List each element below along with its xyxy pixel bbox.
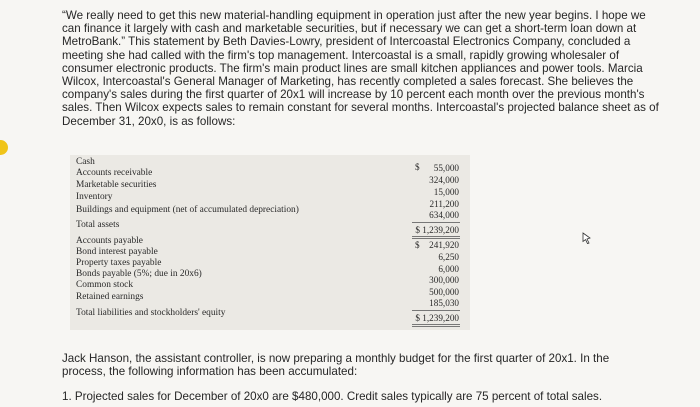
row-label: Cash: [76, 157, 95, 167]
subtotal-rule: [412, 222, 460, 223]
row-value: 55,000: [433, 163, 459, 173]
row-value: $ 1,239,200: [415, 225, 459, 235]
row-label: Bond interest payable: [76, 247, 158, 257]
second-paragraph: Jack Hanson, the assistant controller, is now preparing a monthly budget for the first quarter of 20x1. In the process, the following information has been accumulated:: [62, 352, 610, 379]
row-value: 241,920: [429, 240, 459, 250]
mouse-cursor-icon: [582, 232, 592, 244]
row-label: Accounts payable: [76, 236, 143, 246]
row-label: Buildings and equipment (net of accumulated depreciation): [76, 205, 299, 215]
row-label: Bonds payable (5%; due in 20x6): [76, 269, 202, 279]
yellow-highlight-marker: [0, 140, 8, 155]
total-double-rule: [412, 326, 460, 327]
row-value: 15,000: [433, 187, 459, 197]
list-item-1: 1. Projected sales for December of 20x0 are $480,000. Credit sales typically are 75 percent of total sales.: [62, 390, 603, 403]
row-label: Common stock: [76, 280, 134, 290]
row-value: 185,030: [429, 298, 459, 308]
row-label: Property taxes payable: [76, 258, 162, 268]
row-label: Accounts receivable: [76, 168, 153, 178]
row-label: Total assets: [76, 220, 120, 230]
row-label: Marketable securities: [76, 180, 157, 190]
row-value: $ 1,239,200: [415, 313, 459, 323]
dollar-sign: $: [415, 162, 420, 172]
row-label: Inventory: [76, 192, 113, 202]
row-value: 6,250: [438, 252, 459, 262]
total-rule: [412, 236, 460, 237]
total-rule: [412, 324, 460, 325]
row-value: 300,000: [429, 275, 459, 285]
row-label: Total liabilities and stockholders' equity: [76, 308, 226, 318]
row-label: Retained earnings: [76, 292, 144, 302]
total-double-rule: [412, 238, 460, 239]
intro-paragraph: “We really need to get this new material-handling equipment in operation just after the new year begins. I hope we can finance it largely with cash and marketable securities, but if necessary we can get a short-term loan down at MetroBank.” This statement by Beth Davies-Lowry, president of Intercoastal Electronics Company, concluded a meeting she had called with the firm's top management. Intercoastal is a small, rapidly growing wholesaler of consumer electronic products. The firm's main product lines are small kitchen appliances and power tools. Marcia Wilcox, Intercoastal's General Manager of Marketing, has recently completed a sales forecast. She believes the company's sales during the first quarter of 20x1 will increase by 10 percent each month over the previous month's sales. Then Wilcox expects sales to remain constant for several months. Intercoastal's projected balance sheet as of December 31, 20x0, is as follows:: [62, 9, 659, 128]
row-value: 500,000: [429, 287, 459, 297]
dollar-sign: $: [415, 240, 420, 250]
row-value: 6,000: [438, 264, 459, 274]
row-value: 324,000: [429, 175, 459, 185]
row-value: 634,000: [429, 210, 459, 220]
subtotal-rule: [412, 310, 460, 311]
row-value: 211,200: [429, 199, 459, 209]
